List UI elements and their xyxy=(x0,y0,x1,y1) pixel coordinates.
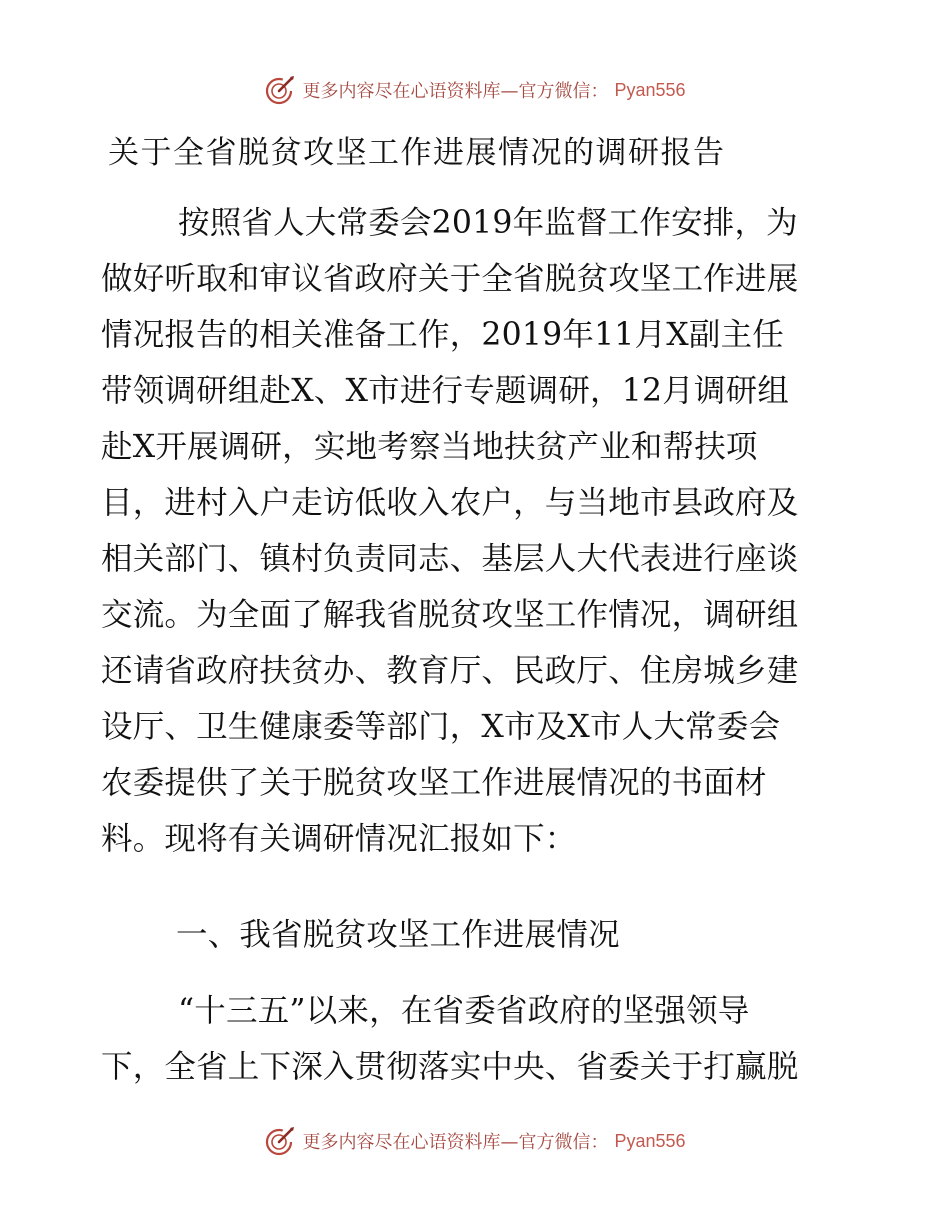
paragraph-line: 下，全省上下深入贯彻落实中央、省委关于打赢脱 xyxy=(101,1049,799,1085)
pen-logo-icon xyxy=(264,1125,296,1157)
paragraph-line: 农委提供了关于脱贫攻坚工作进展情况的书面材 xyxy=(101,765,767,801)
paragraph-line: 按照省人大常委会2019年监督工作安排，为 xyxy=(178,205,798,241)
watermark-banner-bottom xyxy=(0,1125,950,1157)
watermark-text: 更多内容尽在心语资料库—官方微信： xyxy=(302,1132,609,1153)
paragraph-line: 还请省政府扶贫办、教育厅、民政厅、住房城乡建 xyxy=(101,653,799,689)
paragraph-line: 设厅、卫生健康委等部门，X市及X市人大常委会 xyxy=(101,709,781,745)
paragraph-line: 相关部门、镇村负责同志、基层人大代表进行座谈 xyxy=(101,541,799,577)
paragraph-line: 赴X开展调研，实地考察当地扶贫产业和帮扶项 xyxy=(101,429,758,465)
paragraph-line: 交流。为全面了解我省脱贫攻坚工作情况，调研组 xyxy=(101,597,799,633)
paragraph-line: 目，进村入户走访低收入农户，与当地市县政府及 xyxy=(101,485,799,521)
watermark-wechat-id: Pyan556 xyxy=(614,79,686,100)
section-heading: 一、我省脱贫攻坚工作进展情况 xyxy=(176,917,620,953)
paragraph-line: “十三五”以来，在省委省政府的坚强领导 xyxy=(178,993,750,1029)
document-title: 关于全省脱贫攻坚工作进展情况的调研报告 xyxy=(108,135,726,171)
watermark-banner-top xyxy=(0,74,950,106)
pen-logo-icon xyxy=(264,74,296,106)
paragraph-line: 情况报告的相关准备工作，2019年11月X副主任 xyxy=(101,317,784,353)
paragraph-line: 料。现将有关调研情况汇报如下： xyxy=(101,821,577,857)
watermark-wechat-id: Pyan556 xyxy=(614,1130,686,1151)
paragraph-line: 做好听取和审议省政府关于全省脱贫攻坚工作进展 xyxy=(101,261,799,297)
watermark-text: 更多内容尽在心语资料库—官方微信： xyxy=(302,81,609,102)
paragraph-line: 带领调研组赴X、X市进行专题调研，12月调研组 xyxy=(101,373,790,409)
